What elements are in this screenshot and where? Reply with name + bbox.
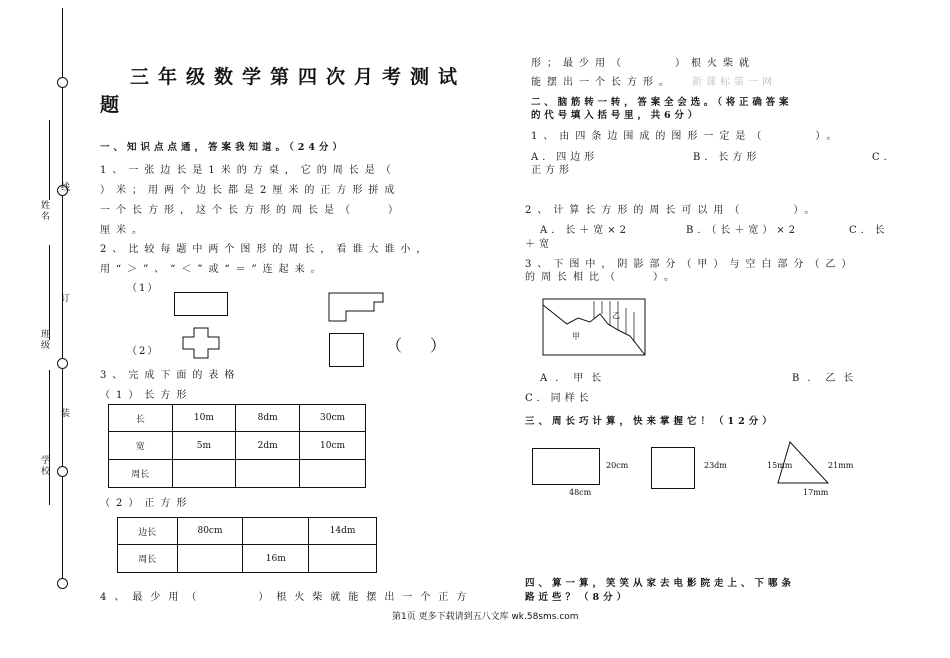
- table-cell: 80cm: [177, 518, 243, 545]
- section1-heading: 一、知识点点通，答案我知道。（24分）: [100, 142, 346, 153]
- s3-rectangle: [532, 448, 600, 485]
- table-cell[interactable]: [309, 545, 377, 573]
- s2-q3-line1: 3、下图中，阴影部分（甲）与空白部分（乙）: [525, 259, 858, 270]
- table-cell: 14dm: [309, 518, 377, 545]
- q1-line4: 厘米。: [100, 225, 148, 236]
- table-cell[interactable]: [243, 518, 309, 545]
- table-cell: 30cm: [300, 405, 366, 432]
- binding-hole: [57, 358, 68, 369]
- q3-part2-label: （2）正方形: [100, 498, 193, 509]
- rectangle-table: [108, 404, 366, 488]
- watermark-text: 新课标第一网: [692, 77, 776, 88]
- page-title-cont: 题: [100, 94, 129, 116]
- figure-label-jia: 甲: [572, 332, 580, 341]
- q1-line3: 一个长方形，这个长方形的周长是（ ）: [100, 205, 404, 216]
- q2-line1: 2、比较每题中两个图形的周长，看谁大谁小，: [100, 244, 433, 255]
- s2-q2-option-a: A．长＋宽×2: [540, 225, 630, 236]
- section3-heading: 三、周长巧计算，快来掌握它！（12分）: [525, 416, 776, 427]
- binding-hole: [57, 578, 68, 589]
- class-label: 班级: [39, 329, 49, 351]
- section2-heading-l1: 二、脑筋转一转，答案全会选。（将正确答案: [531, 97, 793, 108]
- s3-square-label: 23dm: [704, 461, 727, 470]
- table-cell: 10cm: [300, 432, 366, 460]
- square-table: [117, 517, 377, 573]
- s2-q1-option-a: A．四边形: [531, 152, 599, 163]
- page-footer: 第1页 更多下载请到五八文库 wk.58sms.com: [392, 612, 579, 622]
- table-cell: 8dm: [236, 405, 300, 432]
- table-cell[interactable]: [172, 460, 236, 488]
- binding-hole: [57, 466, 68, 477]
- xian-label: 线: [59, 182, 69, 193]
- table-cell: 周长: [118, 545, 178, 573]
- s2-q2-option-c-text: ＋宽: [525, 239, 553, 250]
- s2-q2: 2、计算长方形的周长可以用（ ）。: [525, 205, 821, 216]
- table-cell: 2dm: [236, 432, 300, 460]
- table-cell: 宽: [109, 432, 173, 460]
- binding-hole: [57, 77, 68, 88]
- section4-heading-l2: 路近些？（8分）: [525, 592, 631, 603]
- shaded-figure: [542, 298, 646, 356]
- zhuang-label: 装: [59, 408, 69, 419]
- figure-label-yi: 乙: [612, 311, 620, 320]
- s2-q1-option-c-text: 正方形: [531, 165, 573, 176]
- binding-write-line: [49, 370, 50, 505]
- s2-q2-option-b: B．（长＋宽）×2: [686, 225, 800, 236]
- q3-text: 3、完成下面的表格: [100, 370, 241, 381]
- binding-write-line: [49, 245, 50, 340]
- s3-rect-height-label: 20cm: [606, 461, 629, 470]
- q2-part2-label: （2）: [127, 346, 160, 357]
- table-cell: 周长: [109, 460, 173, 488]
- q2-cross-shape: [182, 327, 220, 359]
- cont-line2: 能摆出一个长方形。: [531, 77, 675, 88]
- binding-write-line: [49, 120, 50, 200]
- q3-part1-label: （1）长方形: [100, 390, 193, 401]
- s2-q3-line2: 的周长相比（ ）。: [525, 272, 680, 283]
- table-cell: 16m: [243, 545, 309, 573]
- s2-q2-option-c: C．长: [849, 225, 889, 236]
- q1-line2: ）米；用两个边长都是2厘米的正方形拼成: [100, 185, 401, 196]
- s2-q1: 1、由四条边围成的图形一定是（ ）。: [531, 131, 843, 142]
- s3-tri-left-label: 15mm: [767, 461, 793, 470]
- page-title: 三年级数学第四次月考测试: [130, 66, 467, 88]
- q2-step-shape: [328, 292, 384, 322]
- q2-square-shape: [329, 333, 364, 367]
- s2-q3-option-c: C．同样长: [525, 393, 593, 404]
- cont-line1: 形；最少用（ ）根火柴就: [531, 58, 755, 69]
- s2-q1-option-c: C．: [872, 152, 898, 163]
- name-label: 姓名: [39, 200, 49, 222]
- s3-square: [651, 447, 695, 489]
- section4-heading-l1: 四、算一算，笑笑从家去电影院走上、下哪条: [525, 578, 796, 589]
- q2-part1-label: （1）: [127, 283, 160, 294]
- q4-text: 4、最少用（ ）根火柴就能摆出一个正方: [100, 592, 475, 603]
- q1-line1: 1、一张边长是1米的方桌，它的周长是（: [100, 165, 397, 176]
- table-cell: 5m: [172, 432, 236, 460]
- table-cell[interactable]: [177, 545, 243, 573]
- ding-label: 订: [59, 293, 69, 304]
- s2-q3-option-b: B．乙长: [792, 373, 862, 384]
- school-label: 学校: [39, 455, 49, 477]
- s2-q1-option-b: B．长方形: [693, 152, 761, 163]
- s3-tri-right-label: 21mm: [828, 461, 854, 470]
- s3-tri-bottom-label: 17mm: [803, 488, 829, 497]
- q2-answer-paren: （ ）: [386, 336, 453, 355]
- section2-heading-l2: 的代号填入括号里，共6分）: [531, 110, 702, 121]
- q2-line2: 用“＞”、“＜”或“＝”连起来。: [100, 264, 327, 275]
- table-cell[interactable]: [236, 460, 300, 488]
- s2-q3-option-a: A．甲长: [540, 373, 610, 384]
- s3-rect-width-label: 48cm: [569, 488, 592, 497]
- table-cell: 边长: [118, 518, 178, 545]
- table-cell: 10m: [172, 405, 236, 432]
- table-cell[interactable]: [300, 460, 366, 488]
- q2-rect-shape: [174, 292, 228, 316]
- table-cell: 长: [109, 405, 173, 432]
